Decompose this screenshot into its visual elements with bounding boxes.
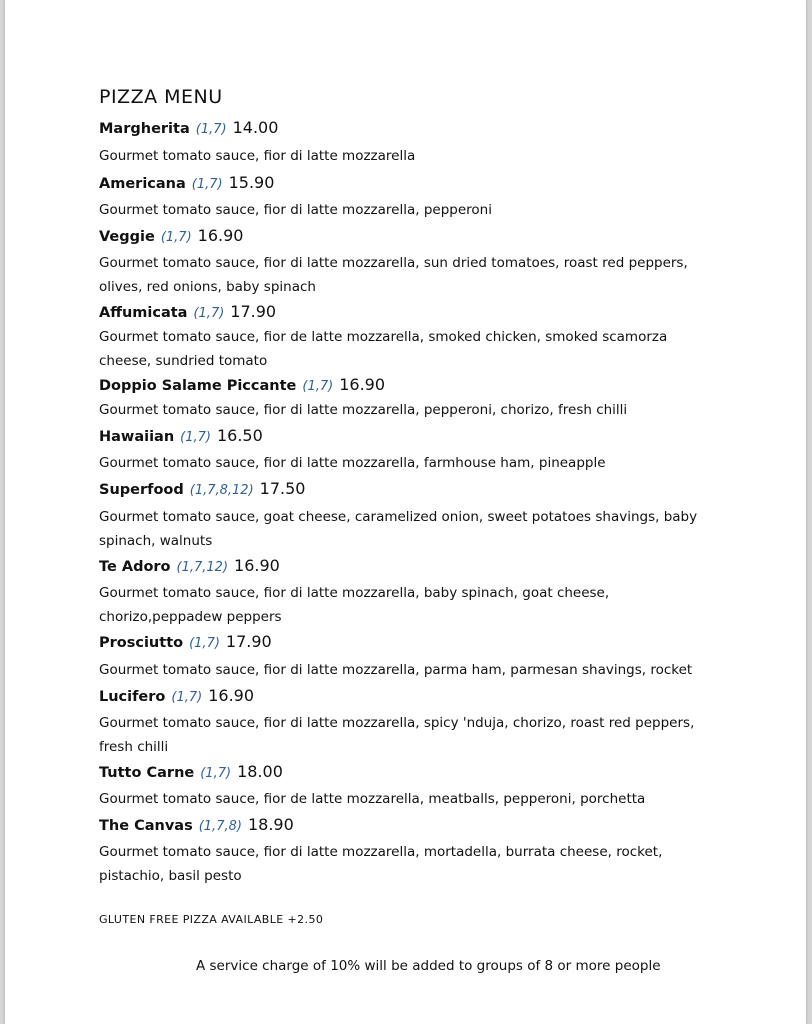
- menu-item-heading: [99, 479, 305, 498]
- item-allergens: (1,7): [160, 230, 192, 245]
- item-allergens: (1,7): [191, 177, 223, 192]
- menu-item-heading: [99, 762, 283, 781]
- item-price: 14.00: [232, 118, 279, 137]
- item-price: 18.00: [237, 762, 283, 781]
- item-description: Gourmet tomato sauce, fior di latte mozzarella: [99, 148, 416, 164]
- menu-item-heading: [99, 686, 254, 705]
- item-description: Gourmet tomato sauce, fior de latte mozzarella, meatballs, pepperoni, porchetta: [99, 791, 646, 807]
- item-description: Gourmet tomato sauce, fior di latte mozzarella, pepperoni, chorizo, fresh chilli: [99, 402, 628, 418]
- menu-item-heading: [99, 118, 278, 137]
- item-name: Superfood: [99, 482, 184, 498]
- item-name: Americana: [99, 176, 186, 192]
- menu-item-heading: [99, 375, 385, 394]
- menu-item-heading: [99, 173, 274, 192]
- item-name: Hawaiian: [99, 429, 175, 445]
- item-description: Gourmet tomato sauce, fior di latte mozzarella, baby spinach, goat cheese, chorizo,peppadew peppers: [99, 585, 610, 625]
- item-description: Gourmet tomato sauce, fior di latte mozzarella, sun dried tomatoes, roast red peppers, olives, red onions, baby spinach: [99, 255, 688, 295]
- item-price: 16.90: [234, 556, 280, 575]
- item-allergens: (1,7): [193, 306, 225, 321]
- item-price: 17.50: [259, 479, 306, 498]
- item-name: Te Adoro: [99, 559, 171, 575]
- menu-item-heading: [99, 426, 263, 445]
- item-price: 16.90: [339, 375, 386, 394]
- item-description: Gourmet tomato sauce, fior di latte mozzarella, mortadella, burrata cheese, rocket, pistachio, basil pesto: [99, 844, 663, 884]
- item-description: Gourmet tomato sauce, fior di latte mozzarella, pepperoni: [99, 202, 492, 218]
- menu-item-heading: [99, 302, 276, 321]
- item-allergens: (1,7,12): [176, 560, 229, 575]
- service-charge-note: A service charge of 10% will be added to groups of 8 or more people: [196, 958, 661, 974]
- item-description: Gourmet tomato sauce, fior de latte mozzarella, smoked chicken, smoked scamorza cheese, sundried tomato: [99, 329, 668, 369]
- item-name: Doppio Salame Piccante: [99, 378, 297, 394]
- page-title: PIZZA MENU: [99, 86, 223, 108]
- item-allergens: (1,7): [189, 636, 220, 651]
- item-price: 16.90: [208, 686, 255, 705]
- item-description: Gourmet tomato sauce, fior di latte mozzarella, spicy 'nduja, chorizo, roast red peppers, fresh chilli: [99, 715, 695, 755]
- item-name: Margherita: [99, 121, 190, 137]
- menu-item-heading: [99, 226, 243, 245]
- item-allergens: (1,7): [200, 766, 232, 781]
- item-name: Veggie: [99, 229, 155, 245]
- item-description: Gourmet tomato sauce, fior di latte mozzarella, farmhouse ham, pineapple: [99, 455, 606, 471]
- item-price: 15.90: [228, 173, 275, 192]
- gluten-free-note: GLUTEN FREE PIZZA AVAILABLE +2.50: [99, 913, 324, 926]
- item-allergens: (1,7,8,12): [189, 483, 254, 498]
- item-description: Gourmet tomato sauce, fior di latte mozzarella, parma ham, parmesan shavings, rocket: [99, 662, 693, 678]
- menu-item-heading: [99, 815, 294, 834]
- item-allergens: (1,7): [180, 430, 211, 445]
- item-name: Affumicata: [99, 305, 188, 321]
- item-allergens: (1,7): [195, 122, 227, 137]
- item-name: Prosciutto: [99, 635, 184, 651]
- item-price: 18.90: [247, 815, 294, 834]
- item-name: The Canvas: [99, 818, 193, 834]
- item-price: 16.50: [216, 426, 263, 445]
- item-price: 16.90: [197, 226, 244, 245]
- item-name: Lucifero: [99, 689, 166, 705]
- item-allergens: (1,7): [171, 690, 203, 705]
- item-price: 17.90: [225, 632, 272, 651]
- item-allergens: (1,7,8): [198, 819, 242, 834]
- item-name: Tutto Carne: [99, 765, 195, 781]
- item-allergens: (1,7): [302, 379, 334, 394]
- item-description: Gourmet tomato sauce, goat cheese, caramelized onion, sweet potatoes shavings, baby spinach, walnuts: [99, 509, 698, 549]
- menu-page: [5, 0, 806, 1024]
- item-price: 17.90: [230, 302, 277, 321]
- menu-item-heading: [99, 632, 272, 651]
- menu-item-heading: [99, 556, 280, 575]
